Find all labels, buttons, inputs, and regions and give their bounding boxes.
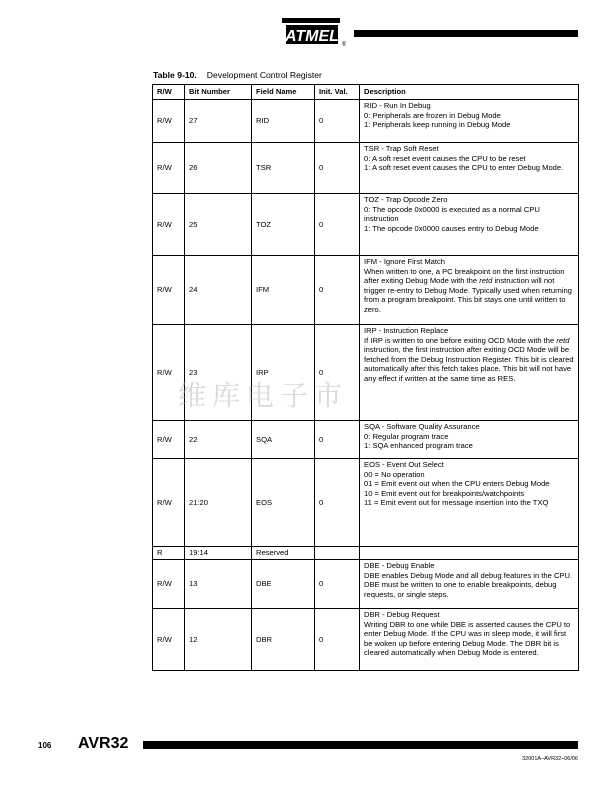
- cell-bit-number: 21:20: [185, 459, 252, 547]
- description-line: 0: Regular program trace: [364, 431, 449, 441]
- product-name: AVR32: [78, 735, 129, 752]
- description-line: 0: Peripherals are frozen in Debug Mode: [364, 110, 501, 120]
- table-row: [153, 143, 579, 194]
- description-line: 01 = Emit event out when the CPU enters Debug Mode: [364, 479, 550, 489]
- table-number: Table 9-10.: [153, 70, 197, 80]
- cell-rw: R/W: [153, 325, 185, 421]
- cell-init-val: 0: [315, 609, 360, 671]
- page-number: 106: [38, 741, 52, 750]
- cell-init-val: 0: [315, 194, 360, 256]
- cell-bit-number: 23: [185, 325, 252, 421]
- cell-rw: R/W: [153, 256, 185, 325]
- cell-init-val: 0: [315, 560, 360, 609]
- description-line: If IRP is written to one before exiting OCD Mode with the retd instruction, the first instruction after exiting OCD Mode will be fetched from the Debug Instruction Register. This bit is cleared automatically after this fetch takes place. This bit will not have any effect if written at the same time as RES.: [364, 335, 574, 383]
- cell-field-name: TSR: [252, 143, 315, 194]
- cell-rw: R: [153, 547, 185, 560]
- cell-description: [360, 609, 579, 671]
- cell-field-name: IRP: [252, 325, 315, 421]
- cell-description: [360, 256, 579, 325]
- description-line: DBE - Debug Enable: [364, 561, 435, 570]
- atmel-logo: [282, 18, 346, 48]
- cell-init-val: 0: [315, 143, 360, 194]
- cell-field-name: EOS: [252, 459, 315, 547]
- table-row: [153, 256, 579, 325]
- cell-description: [360, 547, 579, 560]
- table-header-row: [153, 85, 579, 100]
- cell-bit-number: 13: [185, 560, 252, 609]
- svg-text:ATMEL: ATMEL: [285, 28, 339, 45]
- description-line: DBR - Debug Request: [364, 610, 440, 619]
- footer-rule: [143, 741, 578, 749]
- header-rw: R/W: [153, 85, 185, 100]
- cell-init-val: 0: [315, 325, 360, 421]
- cell-rw: R/W: [153, 421, 185, 459]
- svg-text:®: ®: [342, 42, 346, 48]
- cell-description: [360, 560, 579, 609]
- description-line: TSR - Trap Soft Reset: [364, 144, 439, 153]
- header-init-val: Init. Val.: [315, 85, 360, 100]
- cell-field-name: RID: [252, 100, 315, 143]
- mnemonic-retd: retd: [479, 276, 493, 286]
- cell-rw: R/W: [153, 459, 185, 547]
- description-line: TOZ - Trap Opcode Zero: [364, 195, 448, 204]
- mnemonic-retd: retd: [556, 335, 570, 345]
- description-line: 10 = Emit event out for breakpoints/watchpoints: [364, 488, 525, 498]
- cell-rw: R/W: [153, 143, 185, 194]
- cell-rw: R/W: [153, 100, 185, 143]
- table-row: [153, 194, 579, 256]
- header-description: Description: [360, 85, 579, 100]
- table-row: [153, 459, 579, 547]
- cell-rw: R/W: [153, 560, 185, 609]
- description-line: IFM - Ignore First Match: [364, 257, 446, 266]
- table-caption: [153, 70, 322, 80]
- description-line: DBE enables Debug Mode and all debug features in the CPU. DBE must be written to one to enable breakpoints, debug requests, or single steps.: [364, 570, 573, 599]
- cell-bit-number: 27: [185, 100, 252, 143]
- cell-description: [360, 459, 579, 547]
- description-line: 1: Peripherals keep running in Debug Mode: [364, 120, 511, 130]
- description-line: 1: A soft reset event causes the CPU to enter Debug Mode.: [364, 163, 564, 173]
- cell-init-val: [315, 547, 360, 560]
- cell-init-val: 0: [315, 256, 360, 325]
- header-rule: [354, 30, 578, 37]
- cell-bit-number: 26: [185, 143, 252, 194]
- description-line: Writing DBR to one while DBE is asserted causes the CPU to enter Debug Mode. If the CPU was in sleep mode, it will first be woken up before entering Debug Mode. The DBR bit is cleared automatically when Debug Mode is entered.: [364, 619, 571, 658]
- document-reference: 32001A–AVR32–06/06: [522, 756, 578, 762]
- watermark: 维库电子市: [178, 379, 349, 412]
- description-line: 0: A soft reset event causes the CPU to be reset: [364, 153, 526, 163]
- cell-field-name: TOZ: [252, 194, 315, 256]
- cell-bit-number: 24: [185, 256, 252, 325]
- description-line: 0: The opcode 0x0000 is executed as a normal CPU instruction: [364, 204, 540, 224]
- cell-field-name: Reserved: [252, 547, 315, 560]
- cell-bit-number: 22: [185, 421, 252, 459]
- cell-description: [360, 100, 579, 143]
- cell-init-val: 0: [315, 421, 360, 459]
- cell-rw: R/W: [153, 194, 185, 256]
- cell-field-name: DBR: [252, 609, 315, 671]
- description-line: When written to one, a PC breakpoint on the first instruction after exiting Debug Mode with the retd instruction will not trigger re-entry to Debug Mode. Typically used when returning from a program breakpoint. This bit stays one until written to zero.: [364, 266, 572, 314]
- cell-description: [360, 325, 579, 421]
- cell-description: [360, 143, 579, 194]
- cell-bit-number: 25: [185, 194, 252, 256]
- description-line: 1: SQA enhanced program trace: [364, 441, 473, 451]
- table-row: [153, 560, 579, 609]
- table-row: [153, 325, 579, 421]
- header-bit-number: Bit Number: [185, 85, 252, 100]
- description-line: RID - Run In Debug: [364, 101, 431, 110]
- cell-description: [360, 421, 579, 459]
- table-row: [153, 547, 579, 560]
- cell-description: [360, 194, 579, 256]
- cell-bit-number: 19:14: [185, 547, 252, 560]
- description-line: SQA - Software Quality Assurance: [364, 422, 480, 431]
- cell-field-name: SQA: [252, 421, 315, 459]
- description-line: 11 = Emit event out for message insertion into the TXQ: [364, 498, 549, 508]
- description-line: 00 = No operation: [364, 469, 425, 479]
- table-body: [153, 100, 579, 671]
- cell-field-name: IFM: [252, 256, 315, 325]
- table-row: [153, 100, 579, 143]
- cell-bit-number: 12: [185, 609, 252, 671]
- table-title: Development Control Register: [206, 70, 322, 80]
- table-row: [153, 609, 579, 671]
- cell-rw: R/W: [153, 609, 185, 671]
- header-field-name: Field Name: [252, 85, 315, 100]
- cell-field-name: DBE: [252, 560, 315, 609]
- development-control-register-table: [152, 84, 579, 671]
- description-line: IRP - Instruction Replace: [364, 326, 449, 335]
- table-row: [153, 421, 579, 459]
- description-line: EOS - Event Out Select: [364, 460, 444, 469]
- cell-init-val: 0: [315, 100, 360, 143]
- cell-init-val: 0: [315, 459, 360, 547]
- description-line: 1: The opcode 0x0000 causes entry to Debug Mode: [364, 223, 539, 233]
